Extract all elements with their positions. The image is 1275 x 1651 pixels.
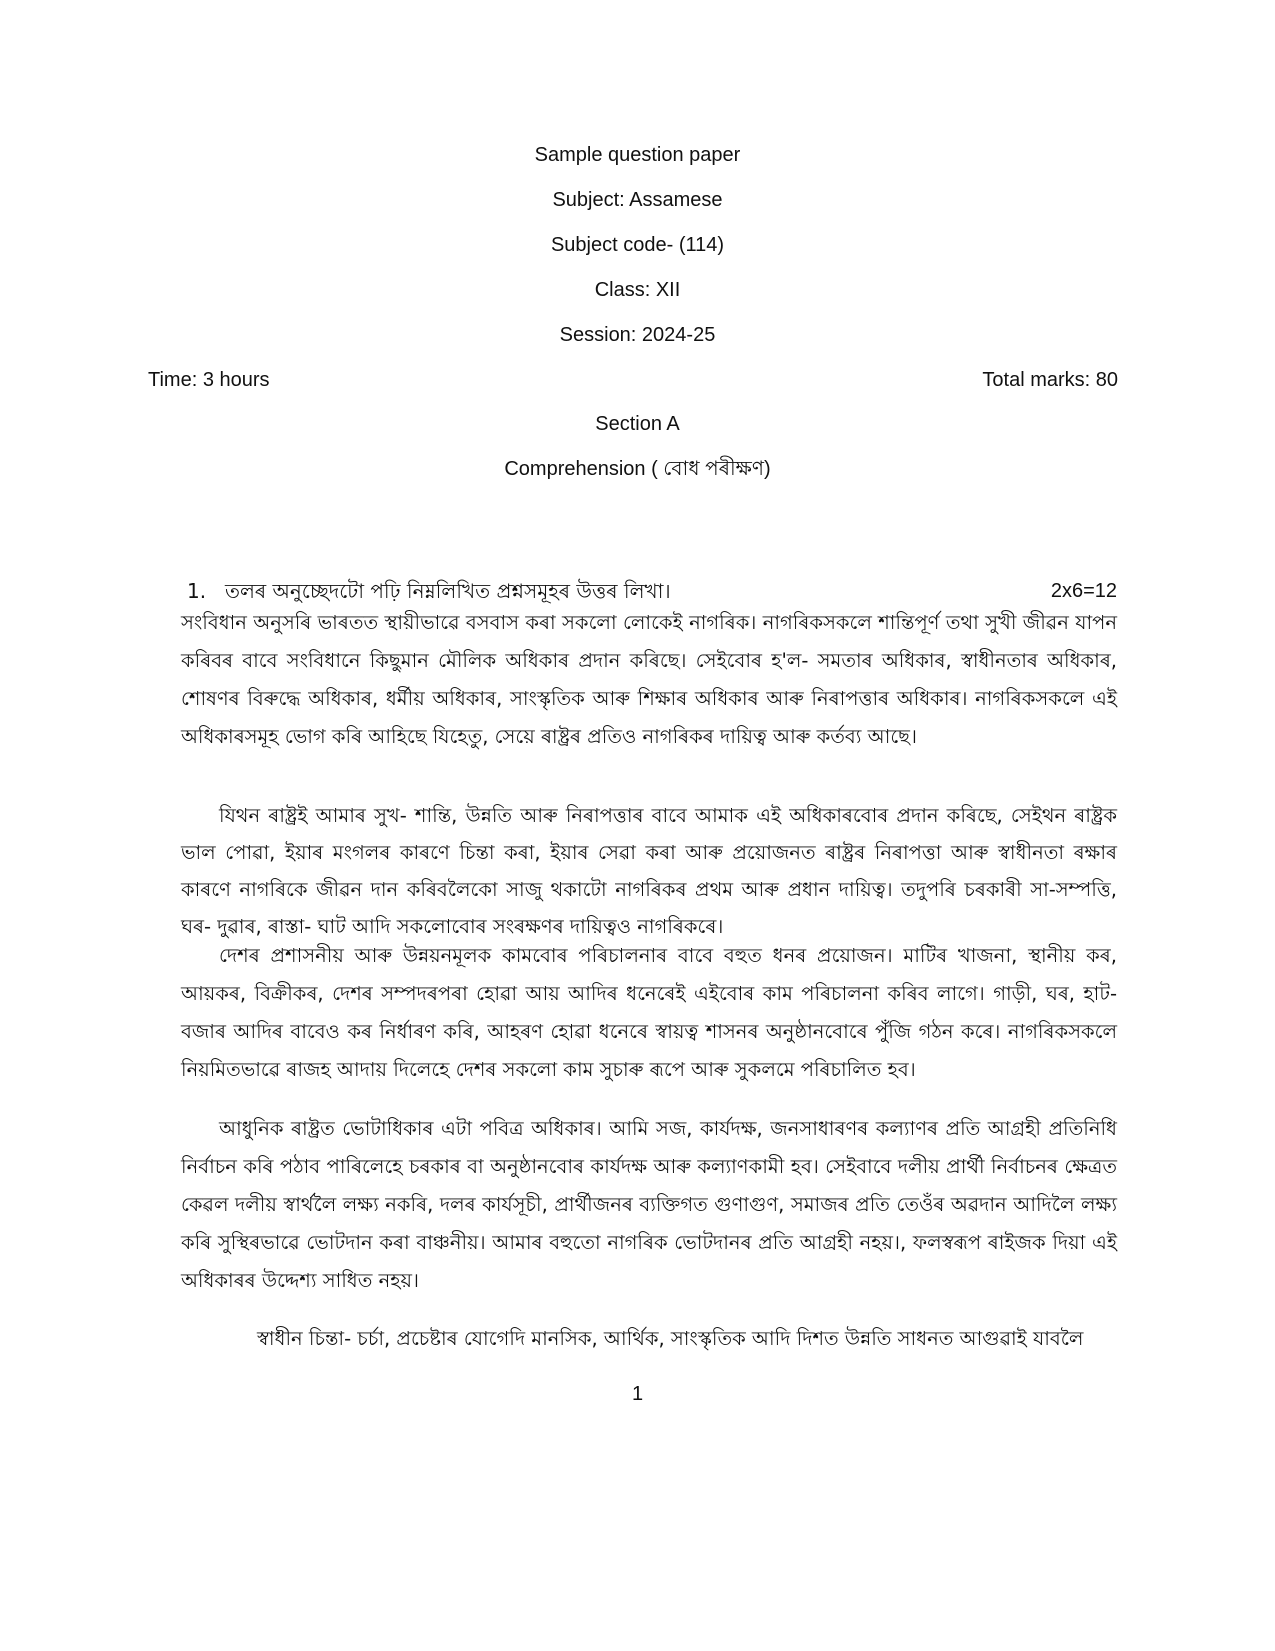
question-instruction: তলৰ অনুচ্ছেদটো পঢ়ি নিম্নলিখিত প্ৰশ্নসমূহৰ উত্তৰ লিখা। <box>225 579 671 603</box>
paper-title: Sample question paper <box>534 144 741 166</box>
subject-code-line: Subject code- (114) <box>550 234 725 256</box>
passage-block-1 <box>181 604 1117 756</box>
passage-block-2 <box>181 797 1117 945</box>
passage-block-3 <box>181 937 1117 1089</box>
section-heading: Section A <box>595 413 680 435</box>
passage-paragraph: যিথন ৰাষ্ট্ৰই আমাৰ সুখ- শান্তি, উন্নতি আৰু নিৰাপত্তাৰ বাবে আমাক এই অধিকাৰবোৰ প্ৰদান কৰিছে, সেইথন ৰাষ্ট্ৰক ভাল পোৱা, ইয়াৰ মংগলৰ কাৰণে চিন্তা কৰা, ইয়াৰ সেৱা কৰা আৰু প্ৰয়োজনত ৰাষ্ট্ৰৰ নিৰাপত্তা আৰু স্বাধীনতা ৰক্ষাৰ কাৰণে নাগৰিকে জীৱন দান কৰিবলৈকো সাজু থকাটো নাগৰিকৰ প্ৰথম আৰু প্ৰধান দায়িত্ব। তদুপৰি চৰকাৰী সা-সম্পত্তি, ঘৰ- দুৱাৰ, ৰাস্তা- ঘাট আদি সকলোবোৰ সংৰক্ষণৰ দায়িত্বও নাগৰিকৰে। <box>181 804 1117 938</box>
subject-line: Subject: Assamese <box>552 189 723 211</box>
class-line: Class: XII <box>594 279 681 301</box>
passage-paragraph: দেশৰ প্ৰশাসনীয় আৰু উন্নয়নমূলক কামবোৰ পৰিচালনাৰ বাবে বহুত ধনৰ প্ৰয়োজন। মাটিৰ খাজনা, স্থানীয় কৰ, আয়কৰ, বিক্ৰীকৰ, দেশৰ সম্পদৰপৰা হোৱা আয় আদিৰ ধনেৰেই এইবোৰ কাম পৰিচালনা কৰিব লাগে। গাড়ী, ঘৰ, হাট- বজাৰ আদিৰ বাবেও কৰ নিৰ্ধাৰণ কৰি, আহৰণ হোৱা ধনেৰে স্বায়ত্ব শাসনৰ অনুষ্ঠানবোৰে পুঁজি গঠন কৰে। নাগৰিকসকলে নিয়মিতভাৱে ৰাজহ আদায় দিলেহে দেশৰ সকলো কাম সুচাৰু ৰূপে আৰু সুকলমে পৰিচালিত হব। <box>181 944 1117 1081</box>
question-number: 1. <box>187 579 207 603</box>
passage-block-5 <box>181 1320 1117 1358</box>
passage-paragraph: স্বাধীন চিন্তা- চৰ্চা, প্ৰচেষ্টাৰ যোগেদি মানসিক, আৰ্থিক, সাংস্কৃতিক আদি দিশত উন্নতি সাধনত আগুৱাই যাবলৈ <box>257 1327 1084 1350</box>
passage-paragraph: সংবিধান অনুসৰি ভাৰতত স্থায়ীভাৱে বসবাস কৰা সকলো লোকেই নাগৰিক। নাগৰিকসকলে শান্তিপূৰ্ণ তথা সুখী জীৱন যাপন কৰিবৰ বাবে সংবিধানে কিছুমান মৌলিক অধিকাৰ প্ৰদান কৰিছে। সেইবোৰ হ'ল- সমতাৰ অধিকাৰ, স্বাধীনতাৰ অধিকাৰ, শোষণৰ বিৰুদ্ধে অধিকাৰ, ধৰ্মীয় অধিকাৰ, সাংস্কৃতিক আৰু শিক্ষাৰ অধিকাৰ আৰু নিৰাপত্তাৰ অধিকাৰ। নাগৰিকসকলে এই অধিকাৰসমূহ ভোগ কৰি আহিছে যিহেতু, সেয়ে ৰাষ্ট্ৰৰ প্ৰতিও নাগৰিকৰ দায়িত্ব আৰু কৰ্তব্য আছে। <box>181 611 1118 748</box>
time-label: Time: 3 hours <box>148 369 270 391</box>
session-line: Session: 2024-25 <box>559 324 716 346</box>
passage-paragraph: আধুনিক ৰাষ্ট্ৰত ভোটাধিকাৰ এটা পবিত্ৰ অধিকাৰ। আমি সজ, কাৰ্যদক্ষ, জনসাধাৰণৰ কল্যাণৰ প্ৰতি আগ্ৰহী প্ৰতিনিধি নিৰ্বাচন কৰি পঠাব পাৰিলেহে চৰকাৰ বা অনুষ্ঠানবোৰ কাৰ্যদক্ষ আৰু কল্যাণকামী হব। সেইবাবে দলীয় প্ৰাৰ্থী নিৰ্বাচনৰ ক্ষেত্ৰত কেৱল দলীয় স্বাৰ্থলৈ লক্ষ্য নকৰি, দলৰ কাৰ্যসূচী, প্ৰাৰ্থীজনৰ ব্যক্তিগত গুণাগুণ, সমাজৰ প্ৰতি তেওঁৰ অৱদান আদিলৈ লক্ষ্য কৰি সুস্থিৰভাৱে ভোটদান কৰা বাঞ্চনীয়। আমাৰ বহুতো নাগৰিক ভোটদানৰ প্ৰতি আগ্ৰহী নহয়।, ফলস্বৰূপ ৰাইজক দিয়া এই অধিকাৰৰ উদ্দেশ্য সাধিত নহয়। <box>181 1117 1117 1292</box>
page-number: 1 <box>631 1383 644 1405</box>
total-marks-label: Total marks: 80 <box>982 369 1118 391</box>
section-title: Comprehension ( বোধ পৰীক্ষণ) <box>504 458 771 480</box>
question-marks: 2x6=12 <box>1050 580 1117 602</box>
passage-block-4 <box>181 1110 1117 1300</box>
